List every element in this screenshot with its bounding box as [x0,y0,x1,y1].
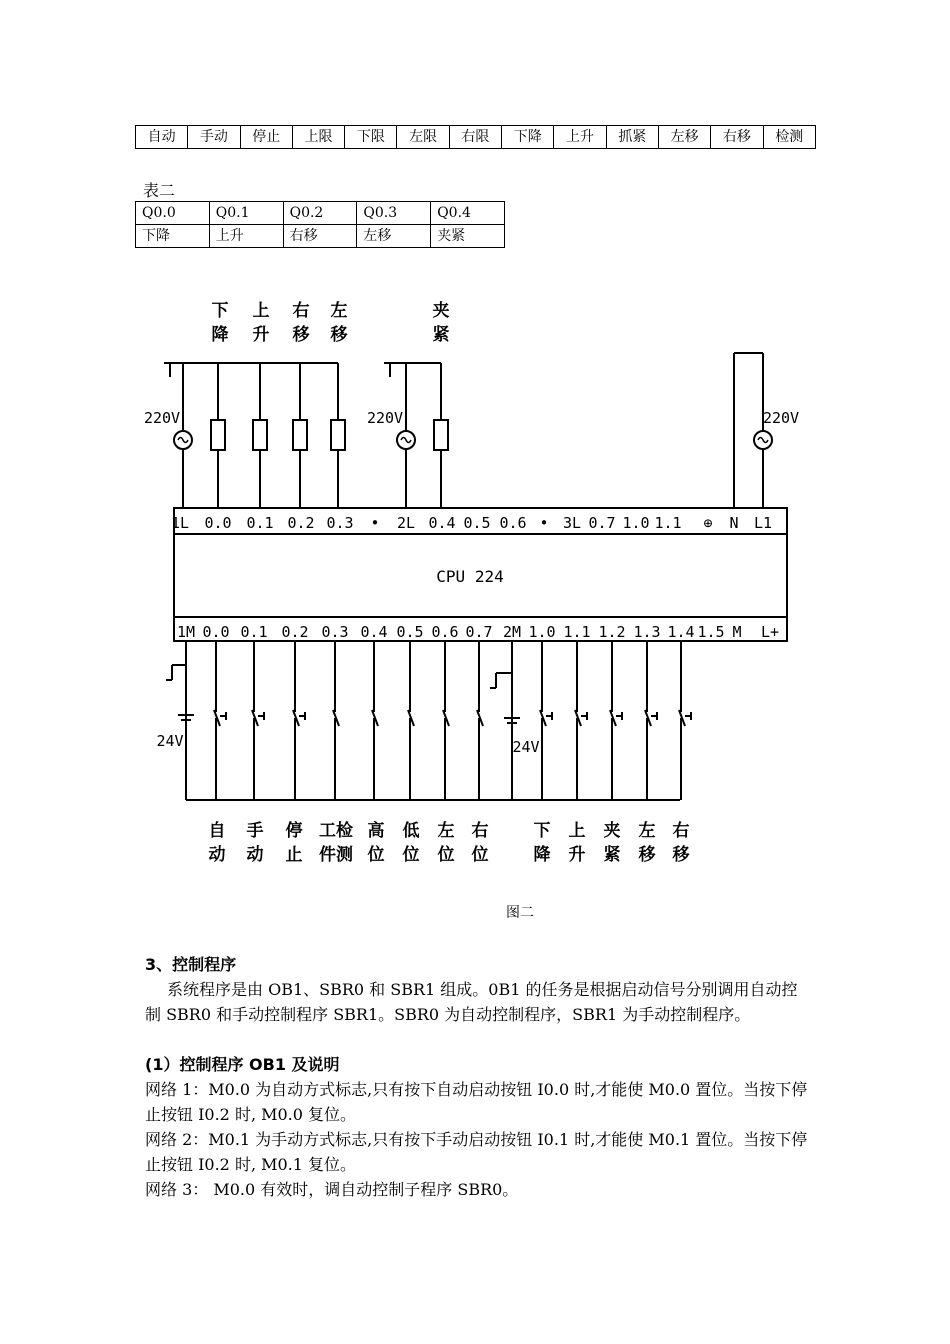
top-terminal-label: 1.0 [622,514,650,532]
table-cell: 左限 [397,126,449,149]
relay-coil [253,420,267,450]
output-label: 下 [211,301,229,321]
table-cell: 下降 [136,225,210,248]
table-cell: Q0.2 [283,202,357,225]
bottom-terminal-label: 2M [502,623,522,641]
input-label: 移 [672,845,690,865]
bottom-terminal-label: 1.1 [563,623,591,641]
input-label: 位 [402,845,420,865]
table-cell: 左移 [658,126,710,149]
input-label: 升 [568,845,586,865]
table-cell: 右移 [711,126,763,149]
input-label: 停 [285,821,303,841]
top-terminal-label: 2L [396,514,416,532]
table-cell: 右限 [449,126,501,149]
output-label: 紧 [432,325,450,345]
input-label: 左 [437,821,455,841]
bottom-terminal-label: 1M [176,623,196,641]
input-label: 位 [437,845,455,865]
table-cell: Q0.0 [136,202,210,225]
output-label: 上 [252,301,270,321]
output-label: 左 [330,301,348,321]
output-address-table [135,201,505,248]
table-cell: 手动 [188,126,240,149]
cpu-label: CPU 224 [436,567,504,586]
table-cell: 上升 [209,225,283,248]
table-cell: Q0.4 [431,202,505,225]
input-label: 止 [285,845,303,865]
figure-caption: 图二 [506,905,534,921]
input-label: 动 [246,845,264,865]
table-cell: Q0.3 [357,202,431,225]
top-terminal-label: 1.1 [654,514,682,532]
table-cell: 下限 [345,126,397,149]
bottom-terminal-label: 1.3 [633,623,661,641]
input-label: 自 [208,821,226,841]
top-terminal-label: 0.2 [287,514,315,532]
top-terminal-label: 0.5 [463,514,491,532]
input-label-table [135,125,816,149]
top-terminal-label: 0.6 [499,514,527,532]
table-cell: 停止 [240,126,292,149]
relay-coil [331,420,345,450]
bottom-terminal-label: M [732,623,742,641]
input-label: 右 [471,821,489,841]
bottom-terminal-label: 0.4 [360,623,388,641]
top-terminal-label: • [539,514,549,532]
input-label: 手 [246,821,264,841]
voltage-label: 220V [143,409,181,427]
top-terminal-label: 0.3 [326,514,354,532]
input-label: 降 [533,845,551,865]
top-terminal-label: 0.1 [246,514,274,532]
table-cell: 夹紧 [431,225,505,248]
table-cell: 右移 [283,225,357,248]
network-3-text: 网络 3： M0.0 有效时，调自动控制子程序 SBR0。 [145,1180,519,1199]
input-label: 上 [568,821,586,841]
input-label: 位 [367,845,385,865]
voltage-label: 220V [762,409,800,427]
bottom-terminal-label: 1.0 [528,623,556,641]
top-terminal-label: ⊕ [703,514,713,532]
top-terminal-label: • [370,514,380,532]
input-label: 右 [672,821,690,841]
output-label: 移 [330,325,348,345]
top-terminal-label: N [729,514,739,532]
bottom-terminal-label: 0.2 [281,623,309,641]
input-label: 紧 [603,845,621,865]
table-cell: 上升 [554,126,606,149]
input-label: 位 [471,845,489,865]
output-label: 降 [211,325,229,345]
bottom-terminal-label: 0.5 [396,623,424,641]
table-cell: Q0.1 [209,202,283,225]
input-label: 下 [533,821,551,841]
top-terminal-label: 3L [562,514,582,532]
table-cell: 自动 [136,126,188,149]
relay-coil [293,420,307,450]
bottom-terminal-label: L+ [760,623,780,641]
output-label: 移 [292,325,310,345]
output-label: 右 [292,301,310,321]
input-label: 件测 [319,845,353,865]
bottom-terminal-label: 0.7 [465,623,493,641]
voltage-label: 24V [156,732,184,750]
input-label: 工检 [319,821,353,841]
section-title: 3、控制程序 [145,955,237,974]
paragraph: 系统程序是由 OB1、SBR0 和 SBR1 组成。0B1 的任务是根据启动信号分别调用自动控制 SBR0 和手动控制程序 SBR1。SBR0 为自动控制程序，SBR1 为手动控制程序。 [145,980,798,1024]
bottom-terminal-label: 0.0 [202,623,230,641]
network-2-text: 网络 2：M0.1 为手动方式标志,只有按下手动启动按钮 I0.1 时,才能使 M0.1 置位。当按下停止按钮 I0.2 时, M0.1 复位。 [145,1130,808,1174]
voltage-label: 220V [366,409,404,427]
input-label: 移 [638,845,656,865]
top-terminal-label: 0.7 [588,514,616,532]
top-terminal-label: L1 [753,514,773,532]
input-label: 低 [402,821,420,841]
input-label: 夹 [603,821,621,841]
bottom-terminal-label: 0.3 [321,623,349,641]
relay-coil [211,420,225,450]
table-header-row [136,202,505,225]
bottom-terminal-label: 1.2 [598,623,626,641]
subsection-title: (1）控制程序 OB1 及说明 [145,1055,340,1074]
table-cell: 检测 [763,126,815,149]
input-label: 动 [208,845,226,865]
network-1-text: 网络 1：M0.0 为自动方式标志,只有按下自动启动按钮 I0.0 时,才能使 M0.0 置位。当按下停止按钮 I0.2 时, M0.0 复位。 [145,1080,808,1124]
table-cell: 下降 [502,126,554,149]
table-row [136,225,505,248]
output-label: 升 [252,325,270,345]
table-cell: 左移 [357,225,431,248]
top-terminal-label: 0.0 [204,514,232,532]
top-terminal-label: 1L [170,514,190,532]
top-terminal-label: 0.4 [428,514,456,532]
table-cell: 抓紧 [606,126,658,149]
table-cell: 上限 [292,126,344,149]
table-row [136,126,816,149]
bottom-terminal-label: 0.1 [240,623,268,641]
input-label: 左 [638,821,656,841]
bottom-terminal-label: 1.4 [667,623,695,641]
voltage-label: 24V [512,738,540,756]
input-label: 高 [367,821,385,841]
table2-caption: 表二 [143,181,176,200]
bottom-terminal-label: 0.6 [431,623,459,641]
plc-wiring-diagram [130,290,810,880]
bottom-terminal-label: 1.5 [697,623,725,641]
relay-coil [434,420,448,450]
output-label: 夹 [432,301,450,321]
